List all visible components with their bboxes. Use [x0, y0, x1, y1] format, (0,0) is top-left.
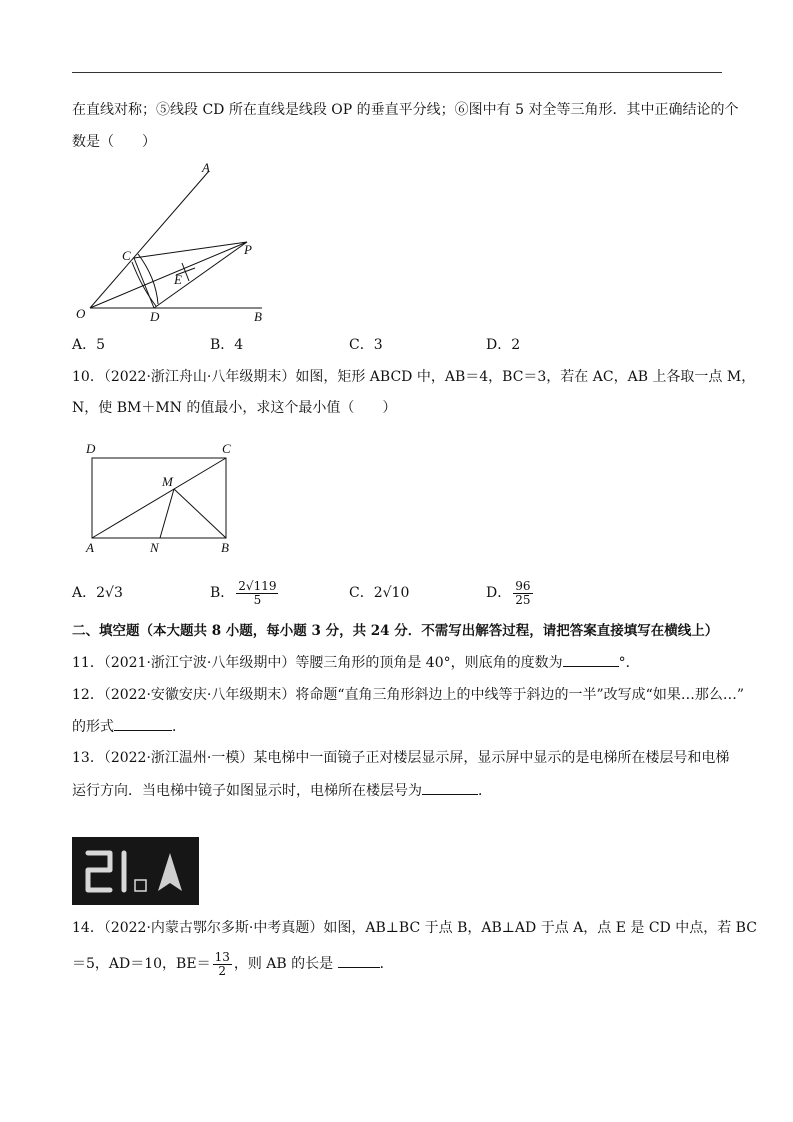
up-arrow-icon	[158, 853, 182, 891]
header-rule	[72, 72, 722, 73]
q13-text-line2: 运行方向．当电梯中镜子如图显示时，电梯所在楼层号为 ．	[72, 780, 492, 801]
q12-text-line1: 12．（2022·安徽安庆·八年级期末）将命题“直角三角形斜边上的中线等于斜边的一半”改写成“如果…那么…”	[72, 687, 744, 703]
diagonal-AC	[92, 458, 226, 538]
label-C: C	[122, 248, 131, 263]
q12-text-line2: 的形式 ．	[72, 716, 186, 737]
mirrored-display	[72, 837, 199, 905]
label-E: E	[174, 272, 182, 287]
q14-text-line2: ＝5，AD＝10，BE＝ $\frac{13}{2}$ ，则 AB 的长是 ．	[72, 949, 394, 978]
section-2-heading: 二、填空题（本大题共 8 小题，每小题 3 分，共 24 分．不需写出解答过程，请把答案直接填写在横线上）	[72, 623, 719, 639]
label-P: P	[244, 242, 252, 257]
label-A: A	[202, 160, 210, 175]
q9-text-line1: 在直线对称；⑤线段 CD 所在直线是线段 OP 的垂直平分线；⑥图中有 5 对全等三角形．其中正确结论的个	[72, 102, 739, 118]
q9-option-c: C．3	[349, 337, 383, 353]
segment-CD	[134, 258, 154, 308]
q10-figure	[80, 438, 250, 558]
q14-text-line1: 14．（2022·内蒙古鄂尔多斯·中考真题）如图，AB⊥BC 于点 B，AB⊥AD 于点 A，点 E 是 CD 中点，若 BC	[72, 920, 757, 936]
small-icon	[135, 880, 146, 891]
q13-text-line1: 13．（2022·浙江温州·一模）某电梯中一面镜子正对楼层显示屏，显示屏中显示的是电梯所在楼层号和电梯	[72, 750, 730, 766]
q11-text: 11．（2021·浙江宁波·八年级期中）等腰三角形的顶角是 40°，则底角的度数为 °．	[72, 652, 640, 673]
label-D: D	[150, 309, 160, 324]
q13-answer-blank	[422, 780, 478, 795]
label-D: D	[86, 441, 96, 456]
segment-BM	[174, 489, 226, 538]
option-b-fraction: $\frac{2√119}{5}$	[238, 578, 277, 607]
label-C: C	[222, 441, 231, 456]
q10-option-a: A．2√3	[72, 585, 123, 601]
label-O: O	[76, 306, 86, 321]
q10-text-line2: N，使 BM＋MN 的值最小，求这个最小值（ ）	[72, 400, 397, 416]
q14-fraction: $\frac{13}{2}$	[214, 949, 230, 978]
label-B: B	[254, 309, 262, 324]
q9-option-b: B．4	[210, 337, 244, 353]
option-d-fraction: $\frac{96}{25}$	[515, 578, 531, 607]
q9-option-a: A．5	[72, 337, 106, 353]
label-N: N	[150, 540, 159, 555]
q14-answer-blank	[338, 953, 380, 968]
arc-2	[138, 254, 158, 304]
q10-option-c: C．2√10	[349, 585, 410, 601]
segment-CP	[134, 242, 247, 258]
q10-option-b: B． $\frac{2√119}{5}$	[210, 578, 277, 607]
q9-figure	[72, 160, 282, 330]
label-A: A	[86, 540, 94, 555]
elevator-display-image	[72, 837, 199, 905]
q9-text-line2: 数是（ ）	[72, 134, 156, 150]
q12-answer-blank	[114, 716, 172, 731]
ray-OA	[90, 171, 209, 308]
label-M: M	[162, 474, 173, 489]
q11-answer-blank	[563, 652, 619, 667]
digit-mirror-2	[88, 853, 110, 890]
q9-option-d: D．2	[486, 337, 521, 353]
label-B: B	[221, 540, 229, 555]
q10-text-line1: 10．（2022·浙江舟山·八年级期末）如图，矩形 ABCD 中，AB＝4，BC＝3，若在 AC，AB 上各取一点 M，	[72, 369, 756, 385]
q10-option-d: D． $\frac{96}{25}$	[486, 578, 531, 607]
